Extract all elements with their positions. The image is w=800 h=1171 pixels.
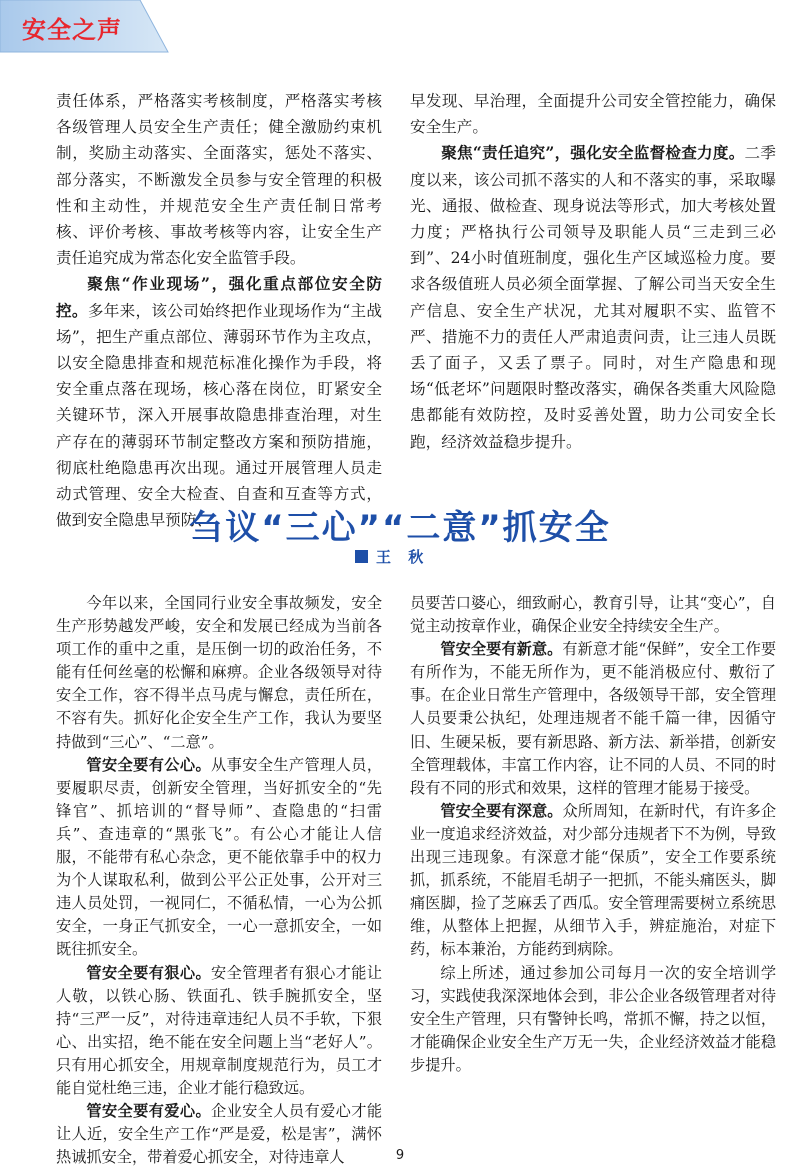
author-name: 王 秋	[376, 548, 430, 566]
article-title: 刍议“三心”“二意”抓安全	[189, 508, 611, 548]
paragraph-lead: 管安全要有深意。	[440, 801, 563, 820]
paragraph-lead: 聚焦“作业现场”，强化重点部位安全防控。	[56, 274, 382, 320]
paragraph-lead: 管安全要有狠心。	[86, 963, 212, 982]
paragraph-lead: 聚焦“责任追究”，强化安全监督检查力度。	[441, 143, 745, 163]
page-number: 9	[395, 1148, 405, 1163]
paragraph: 聚焦“责任追究”，强化安全监督检查力度。二季度以来，该公司抓不落实的人和不落实的事，采取曝光、通报、做检查、现身说法等形式，加大考核处置力度；严格执行公司领导及职能人员“三走到三必到”、24小时值班制度，强化生产区域巡检力度。要求各级值班人员必须全面掌握、了解公司当天安全生产信息、安全生产状况，尤其对履职不实、监管不严、措施不力的责任人严肃追责问责，让三违人员既丢了面子，又丢了票子。同时，对生产隐患和现场“低老坏”问题限时整改落实，确保各类重大风险隐患都能有效防控，及时妥善处置，助力公司安全长跑，经济效益稳步提升。	[410, 143, 776, 451]
article-byline	[355, 546, 429, 567]
paragraph-lead: 管安全要有新意。	[440, 640, 563, 659]
paragraph: 早发现、早治理，全面提升公司安全管控能力，确保安全生产。	[410, 92, 776, 137]
paragraph-lead: 管安全要有爱心。	[86, 1102, 212, 1121]
section1-right-column	[410, 88, 776, 455]
paragraph: 管安全要有公心。从事安全生产管理人员，要履职尽责，创新安全管理，当好抓安全的“先锋官”、抓培训的“督导师”、查隐患的“扫雷兵”、查违章的“黑张飞”。有公心才能让人信服，不能带有私心杂念，更不能依靠手中的权力为个人谋取私利，做到公平公正处事，公开对三违人员处罚，一视同仁，不循私情，一心为公抓安全，一身正气抓安全，一心一意抓安全，一如既往抓安全。	[56, 755, 383, 959]
paragraph: 责任体系，严格落实考核制度，严格落实考核各级管理人员安全生产责任；健全激励约束机制，奖励主动落实、全面落实，惩处不落实、部分落实，不断激发全员参与安全管理的积极性和主动性，并规范安全生产责任制日常考核、评价考核、事故考核等内容，让安全生产责任追究成为常态化安全监管手段。	[56, 92, 382, 268]
paragraph: 管安全要有新意。有新意才能“保鲜”，安全工作要有所作为，不能无所作为，更不能消极应付、敷衍了事。在企业日常生产管理中，各级领导干部，安全管理人员要秉公执纪，处理违规者不能千篇一律，因循守旧、生硬呆板，要有新思路、新方法、新举措，创新安全管理载体，丰富工作内容，让不同的人员、不同的时段有不同的形式和效果，这样的管理才能易于接受。	[410, 640, 777, 797]
square-bullet-icon	[355, 550, 368, 563]
paragraph: 管安全要有深意。众所周知，在新时代，有许多企业一度追求经济效益，对少部分违规者下不为例，导致出现三违现象。有深意才能“保质”，安全工作要系统抓，抓系统，不能眉毛胡子一把抓，不能头痛医头，脚痛医脚，捡了芝麻丢了西瓜。安全管理需要树立系统思维，从整体上把握，从细节入手，辨症施治，对症下药，标本兼治，方能药到病除。	[410, 801, 777, 959]
paragraph: 员要苦口婆心，细致耐心，教育引导，让其“变心”，自觉主动按章作业，确保企业安全持续安全生产。	[410, 594, 776, 636]
paragraph-lead: 管安全要有公心。	[86, 755, 212, 774]
paragraph: 综上所述，通过参加公司每月一次的安全培训学习，实践使我深深地体会到，非公企业各级管理者对待安全生产管理，只有警钟长鸣，常抓不懈，持之以恒，才能确保企业安全生产万无一失，企业经济效益才能稳步提升。	[410, 963, 776, 1074]
section1-left-column	[56, 88, 382, 533]
paragraph: 聚焦“作业现场”，强化重点部位安全防控。多年来，该公司始终把作业现场作为“主战场”，把生产重点部位、薄弱环节作为主攻点，以安全隐患排查和规范标准化操作为手段，将安全重点落在现场，核心落在岗位，盯紧安全关键环节，深入开展事故隐患排查治理，对生产存在的薄弱环节制定整改方案和预防措施，彻底杜绝隐患再次出现。通过开展管理人员走动式管理、安全大检查、自查和互查等方式，做到安全隐患早预防、	[56, 274, 382, 530]
article-left-column	[56, 592, 382, 1169]
paragraph: 管安全要有爱心。企业安全人员有爱心才能让人近，安全生产工作“严是爱，松是害”，满怀热诚抓安全，带着爱心抓安全，对待违章人	[56, 1102, 383, 1167]
brand-title: 安全之声	[22, 16, 122, 44]
header-band	[0, 0, 800, 62]
paragraph: 今年以来，全国同行业安全事故频发，安全生产形势越发严峻，安全和发展已经成为当前各项工作的重中之重，是压倒一切的政治任务，不能有任何丝毫的松懈和麻痹。企业各级领导对待安全工作，容不得半点马虎与懈怠，责任所在，不容有失。抓好化企安全生产工作，我认为要坚持做到“三心”、“二意”。	[56, 594, 382, 751]
paragraph: 管安全要有狠心。安全管理者有狠心才能让人敬，以铁心肠、铁面孔、铁手腕抓安全，坚持“三严一反”，对待违章违纪人员不手软，下狠心、出实招，绝不能在安全问题上当“老好人”。只有用心抓安全，用规章制度规范行为，员工才能自觉杜绝三违，企业才能行稳致远。	[56, 963, 383, 1097]
article-right-column	[410, 592, 776, 1077]
